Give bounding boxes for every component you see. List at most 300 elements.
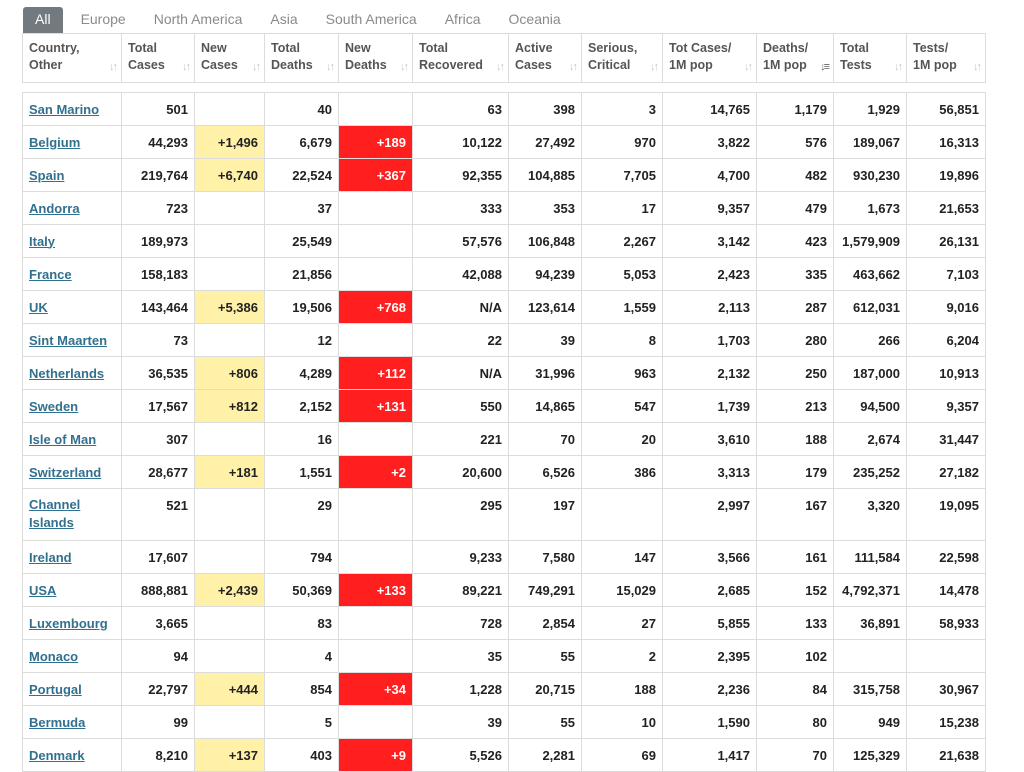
table-cell: 80 — [757, 706, 834, 739]
table-cell: 8 — [582, 324, 663, 357]
table-cell: 14,765 — [663, 93, 757, 126]
table-cell — [195, 541, 265, 574]
column-header-line2: Other — [29, 58, 63, 72]
table-cell: 1,590 — [663, 706, 757, 739]
table-cell: 167 — [757, 489, 834, 541]
table-row — [23, 489, 986, 541]
table-cell: 1,228 — [413, 673, 509, 706]
table-row — [23, 93, 986, 126]
table-cell: 2,854 — [509, 607, 582, 640]
table-cell: 70 — [509, 423, 582, 456]
table-cell: 5 — [265, 706, 339, 739]
table-cell: 161 — [757, 541, 834, 574]
table-cell: 307 — [122, 423, 195, 456]
table-cell: 63 — [413, 93, 509, 126]
table-cell: 197 — [509, 489, 582, 541]
table-cell: 19,095 — [907, 489, 986, 541]
table-cell: 213 — [757, 390, 834, 423]
table-cell: 970 — [582, 126, 663, 159]
table-cell — [339, 258, 413, 291]
column-header[interactable] — [663, 34, 757, 83]
country-link[interactable]: Bermuda — [29, 714, 86, 730]
table-cell: 16,313 — [907, 126, 986, 159]
sort-icon[interactable]: ↓↑ — [109, 61, 116, 73]
country-link[interactable]: Italy — [29, 233, 56, 249]
table-cell: 398 — [509, 93, 582, 126]
table-row — [23, 739, 986, 772]
table-cell — [339, 607, 413, 640]
table-row — [23, 159, 986, 192]
country-cell — [23, 423, 122, 456]
country-cell — [23, 93, 122, 126]
table-cell: 963 — [582, 357, 663, 390]
table-cell: 386 — [582, 456, 663, 489]
table-cell: 576 — [757, 126, 834, 159]
table-cell: 15,238 — [907, 706, 986, 739]
table-cell: 57,576 — [413, 225, 509, 258]
table-cell: 179 — [757, 456, 834, 489]
column-header-line2: Deaths — [345, 58, 387, 72]
table-cell: 84 — [757, 673, 834, 706]
table-cell: 17,567 — [122, 390, 195, 423]
table-cell: 16 — [265, 423, 339, 456]
country-link[interactable]: Luxembourg — [29, 615, 108, 631]
table-cell: 2,423 — [663, 258, 757, 291]
table-cell: 36,535 — [122, 357, 195, 390]
table-cell: 152 — [757, 574, 834, 607]
table-cell — [195, 489, 265, 541]
table-cell: 188 — [582, 673, 663, 706]
table-cell: 44,293 — [122, 126, 195, 159]
table-cell: +367 — [339, 159, 413, 192]
table-cell: +2 — [339, 456, 413, 489]
table-cell: 2,132 — [663, 357, 757, 390]
tab-oceania[interactable]: Oceania — [508, 11, 561, 27]
country-cell — [23, 607, 122, 640]
table-cell: 147 — [582, 541, 663, 574]
column-header-line2: Tests — [840, 58, 872, 72]
country-cell — [23, 739, 122, 772]
table-header-row — [23, 34, 986, 83]
table-cell: 266 — [834, 324, 907, 357]
table-cell: 102 — [757, 640, 834, 673]
table-cell: 143,464 — [122, 291, 195, 324]
table-row — [23, 456, 986, 489]
table-cell — [195, 225, 265, 258]
table-cell: 26,131 — [907, 225, 986, 258]
table-cell: 3,665 — [122, 607, 195, 640]
table-cell: 42,088 — [413, 258, 509, 291]
table-cell — [339, 225, 413, 258]
table-row — [23, 291, 986, 324]
column-header-line2: Critical — [588, 58, 631, 72]
table-cell — [339, 93, 413, 126]
sort-icon[interactable]: ↓↑ — [182, 61, 189, 73]
country-cell — [23, 574, 122, 607]
column-header[interactable] — [413, 34, 509, 83]
sort-icon[interactable]: ↓↑ — [252, 61, 259, 73]
table-cell: 17,607 — [122, 541, 195, 574]
table-cell — [195, 706, 265, 739]
sort-icon[interactable]: ↓↑ — [326, 61, 333, 73]
table-cell: +9 — [339, 739, 413, 772]
country-link[interactable]: Isle of Man — [29, 431, 97, 447]
table-cell: 335 — [757, 258, 834, 291]
table-cell: 56,851 — [907, 93, 986, 126]
table-cell: 3,142 — [663, 225, 757, 258]
table-cell: 17 — [582, 192, 663, 225]
table-cell: 189,067 — [834, 126, 907, 159]
table-cell: 12 — [265, 324, 339, 357]
table-spacer-row — [23, 83, 986, 93]
table-cell: 749,291 — [509, 574, 582, 607]
table-cell: 7,705 — [582, 159, 663, 192]
table-row — [23, 258, 986, 291]
table-cell: 854 — [265, 673, 339, 706]
table-cell: 21,856 — [265, 258, 339, 291]
table-row — [23, 357, 986, 390]
country-link[interactable]: Belgium — [29, 134, 81, 150]
country-link[interactable]: USA — [29, 582, 57, 598]
table-cell: 547 — [582, 390, 663, 423]
table-cell: 2,997 — [663, 489, 757, 541]
table-cell: 2,395 — [663, 640, 757, 673]
table-cell: N/A — [413, 357, 509, 390]
table-cell: 29 — [265, 489, 339, 541]
column-header[interactable] — [339, 34, 413, 83]
country-link[interactable]: Switzerland — [29, 464, 102, 480]
countries-table — [22, 33, 986, 772]
table-cell — [195, 192, 265, 225]
table-cell: 187,000 — [834, 357, 907, 390]
table-cell — [195, 423, 265, 456]
country-link[interactable]: Spain — [29, 167, 65, 183]
table-cell: +34 — [339, 673, 413, 706]
column-header[interactable] — [757, 34, 834, 83]
table-row — [23, 324, 986, 357]
country-link[interactable]: Netherlands — [29, 365, 105, 381]
table-cell — [339, 423, 413, 456]
column-header-line2: Deaths — [271, 58, 313, 72]
column-header-line2: 1M pop — [669, 58, 713, 72]
table-cell: 1,417 — [663, 739, 757, 772]
table-cell: 5,053 — [582, 258, 663, 291]
country-cell — [23, 390, 122, 423]
column-header-line1: Deaths/ — [763, 41, 809, 55]
column-header[interactable] — [509, 34, 582, 83]
table-cell: 89,221 — [413, 574, 509, 607]
table-cell: 423 — [757, 225, 834, 258]
table-cell: 37 — [265, 192, 339, 225]
table-cell: 2,685 — [663, 574, 757, 607]
column-header-line2: Cases — [515, 58, 552, 72]
table-cell: 1,579,909 — [834, 225, 907, 258]
table-cell: 92,355 — [413, 159, 509, 192]
column-header[interactable] — [834, 34, 907, 83]
column-header[interactable] — [582, 34, 663, 83]
table-cell: 3 — [582, 93, 663, 126]
table-cell: +181 — [195, 456, 265, 489]
table-cell: 25,549 — [265, 225, 339, 258]
table-cell: +5,386 — [195, 291, 265, 324]
table-cell: 9,016 — [907, 291, 986, 324]
table-cell: 27 — [582, 607, 663, 640]
table-cell: 287 — [757, 291, 834, 324]
table-cell: 69 — [582, 739, 663, 772]
table-row — [23, 390, 986, 423]
table-cell: 2,152 — [265, 390, 339, 423]
country-cell — [23, 291, 122, 324]
table-cell: 55 — [509, 640, 582, 673]
column-header[interactable] — [122, 34, 195, 83]
table-cell: 4,792,371 — [834, 574, 907, 607]
table-cell: 3,566 — [663, 541, 757, 574]
table-row — [23, 225, 986, 258]
table-cell — [195, 607, 265, 640]
table-cell: 106,848 — [509, 225, 582, 258]
column-header-line1: New — [345, 41, 371, 55]
table-cell: 94,239 — [509, 258, 582, 291]
table-cell: 6,679 — [265, 126, 339, 159]
table-cell: 4 — [265, 640, 339, 673]
table-cell — [834, 640, 907, 673]
table-cell: 479 — [757, 192, 834, 225]
table-cell: 1,739 — [663, 390, 757, 423]
table-cell: 125,329 — [834, 739, 907, 772]
table-cell: 20,715 — [509, 673, 582, 706]
table-cell — [907, 640, 986, 673]
table-cell: 50,369 — [265, 574, 339, 607]
table-cell: 70 — [757, 739, 834, 772]
sort-icon[interactable]: ↓↑ — [569, 61, 576, 73]
table-cell: 55 — [509, 706, 582, 739]
table-row — [23, 706, 986, 739]
table-cell: 22 — [413, 324, 509, 357]
country-cell — [23, 673, 122, 706]
table-cell: 6,204 — [907, 324, 986, 357]
column-header-line2: Recovered — [419, 58, 483, 72]
table-cell: 3,610 — [663, 423, 757, 456]
country-cell — [23, 706, 122, 739]
column-header-line2: Cases — [128, 58, 165, 72]
table-cell: 83 — [265, 607, 339, 640]
country-link[interactable]: France — [29, 266, 72, 282]
table-cell: 10,913 — [907, 357, 986, 390]
table-cell: 9,357 — [907, 390, 986, 423]
table-cell: 36,891 — [834, 607, 907, 640]
table-cell: 3,313 — [663, 456, 757, 489]
country-cell — [23, 456, 122, 489]
table-cell: 482 — [757, 159, 834, 192]
country-cell — [23, 225, 122, 258]
table-cell: 8,210 — [122, 739, 195, 772]
table-cell: 19,506 — [265, 291, 339, 324]
table-cell: 728 — [413, 607, 509, 640]
table-cell: 7,580 — [509, 541, 582, 574]
table-row — [23, 574, 986, 607]
table-cell: 14,865 — [509, 390, 582, 423]
country-cell — [23, 489, 122, 541]
column-header-line1: Tests/ — [913, 41, 949, 55]
country-link[interactable]: Channel Islands — [29, 497, 81, 530]
country-link[interactable]: Denmark — [29, 747, 85, 763]
table-cell: 158,183 — [122, 258, 195, 291]
tab-all[interactable]: All — [23, 7, 63, 33]
table-cell: 1,703 — [663, 324, 757, 357]
country-link[interactable]: Andorra — [29, 200, 80, 216]
country-link[interactable]: Monaco — [29, 648, 79, 664]
sort-icon[interactable]: ↓↑ — [496, 61, 503, 73]
table-cell: 1,673 — [834, 192, 907, 225]
column-header-line1: Serious, — [588, 41, 638, 55]
table-cell: 14,478 — [907, 574, 986, 607]
table-cell: 2,281 — [509, 739, 582, 772]
table-cell: 235,252 — [834, 456, 907, 489]
table-cell: 99 — [122, 706, 195, 739]
table-cell: 888,881 — [122, 574, 195, 607]
country-link[interactable]: San Marino — [29, 101, 100, 117]
sort-icon[interactable]: ↓↑ — [400, 61, 407, 73]
table-cell: 5,526 — [413, 739, 509, 772]
table-cell — [339, 489, 413, 541]
table-cell: +812 — [195, 390, 265, 423]
table-cell: 333 — [413, 192, 509, 225]
table-cell: 111,584 — [834, 541, 907, 574]
table-cell: 219,764 — [122, 159, 195, 192]
table-cell: 39 — [413, 706, 509, 739]
table-cell: 40 — [265, 93, 339, 126]
table-cell — [582, 489, 663, 541]
column-header-line2: Cases — [201, 58, 238, 72]
country-cell — [23, 541, 122, 574]
table-cell: 9,233 — [413, 541, 509, 574]
table-cell: 612,031 — [834, 291, 907, 324]
table-cell: 35 — [413, 640, 509, 673]
column-header[interactable] — [907, 34, 986, 83]
table-cell: 39 — [509, 324, 582, 357]
column-header[interactable] — [265, 34, 339, 83]
table-cell: N/A — [413, 291, 509, 324]
table-cell: 188 — [757, 423, 834, 456]
country-link[interactable]: Sweden — [29, 398, 79, 414]
table-cell: 94,500 — [834, 390, 907, 423]
table-cell — [339, 192, 413, 225]
table-cell: 22,598 — [907, 541, 986, 574]
tab-europe[interactable]: Europe — [80, 11, 126, 27]
sort-icon[interactable]: ↓↑ — [894, 61, 901, 73]
table-cell — [195, 258, 265, 291]
table-cell — [195, 640, 265, 673]
sort-icon[interactable]: ↓↑ — [744, 61, 751, 73]
table-cell: 4,289 — [265, 357, 339, 390]
table-cell: 1,551 — [265, 456, 339, 489]
table-cell — [195, 93, 265, 126]
sort-descending-icon[interactable]: ↓≡ — [820, 61, 828, 73]
sort-icon[interactable]: ↓↑ — [650, 61, 657, 73]
table-cell: 2,674 — [834, 423, 907, 456]
tab-north-america[interactable]: North America — [153, 11, 243, 27]
table-cell: 353 — [509, 192, 582, 225]
table-row — [23, 192, 986, 225]
table-cell: 2,113 — [663, 291, 757, 324]
table-cell: 20,600 — [413, 456, 509, 489]
table-cell: 521 — [122, 489, 195, 541]
table-cell: +133 — [339, 574, 413, 607]
column-header-line1: Active — [515, 41, 553, 55]
tab-africa[interactable]: Africa — [444, 11, 481, 27]
country-cell — [23, 258, 122, 291]
tab-south-america[interactable]: South America — [325, 11, 417, 27]
table-cell: 133 — [757, 607, 834, 640]
sort-icon[interactable]: ↓↑ — [973, 61, 980, 73]
countries-table-wrapper — [22, 33, 985, 772]
country-cell — [23, 192, 122, 225]
table-row — [23, 423, 986, 456]
table-cell: +6,740 — [195, 159, 265, 192]
column-header-line1: Country, — [29, 41, 80, 55]
table-row — [23, 126, 986, 159]
table-cell: 27,182 — [907, 456, 986, 489]
table-cell: 21,638 — [907, 739, 986, 772]
table-cell: 19,896 — [907, 159, 986, 192]
table-cell: 31,447 — [907, 423, 986, 456]
table-cell: 930,230 — [834, 159, 907, 192]
table-cell: 315,758 — [834, 673, 907, 706]
column-header-line1: Tot Cases/ — [669, 41, 732, 55]
table-cell: 250 — [757, 357, 834, 390]
table-cell: 22,797 — [122, 673, 195, 706]
table-cell: 1,929 — [834, 93, 907, 126]
table-cell: 280 — [757, 324, 834, 357]
table-cell: 723 — [122, 192, 195, 225]
table-cell: 550 — [413, 390, 509, 423]
table-cell: 2,236 — [663, 673, 757, 706]
column-header-line1: Total — [419, 41, 448, 55]
region-tabs — [23, 7, 579, 33]
table-cell — [195, 324, 265, 357]
table-cell: +444 — [195, 673, 265, 706]
column-header[interactable] — [195, 34, 265, 83]
table-cell: 7,103 — [907, 258, 986, 291]
table-cell: 794 — [265, 541, 339, 574]
table-row — [23, 640, 986, 673]
tab-asia[interactable]: Asia — [270, 11, 298, 27]
country-link[interactable]: Portugal — [29, 681, 82, 697]
table-cell: 123,614 — [509, 291, 582, 324]
column-header-line1: Total — [840, 41, 869, 55]
table-cell: 28,677 — [122, 456, 195, 489]
table-cell: 6,526 — [509, 456, 582, 489]
table-cell: 403 — [265, 739, 339, 772]
table-cell: 10 — [582, 706, 663, 739]
table-cell: 5,855 — [663, 607, 757, 640]
column-header-line2: 1M pop — [913, 58, 957, 72]
table-cell: 27,492 — [509, 126, 582, 159]
table-cell: 189,973 — [122, 225, 195, 258]
country-cell — [23, 357, 122, 390]
table-cell: 2 — [582, 640, 663, 673]
country-link[interactable]: UK — [29, 299, 48, 315]
column-header[interactable] — [23, 34, 122, 83]
column-header-line1: Total — [128, 41, 157, 55]
table-spacer — [23, 83, 986, 93]
country-link[interactable]: Ireland — [29, 549, 72, 565]
country-link[interactable]: Sint Maarten — [29, 332, 108, 348]
table-cell: 4,700 — [663, 159, 757, 192]
table-cell: 295 — [413, 489, 509, 541]
column-header-line2: 1M pop — [763, 58, 807, 72]
table-cell: +806 — [195, 357, 265, 390]
